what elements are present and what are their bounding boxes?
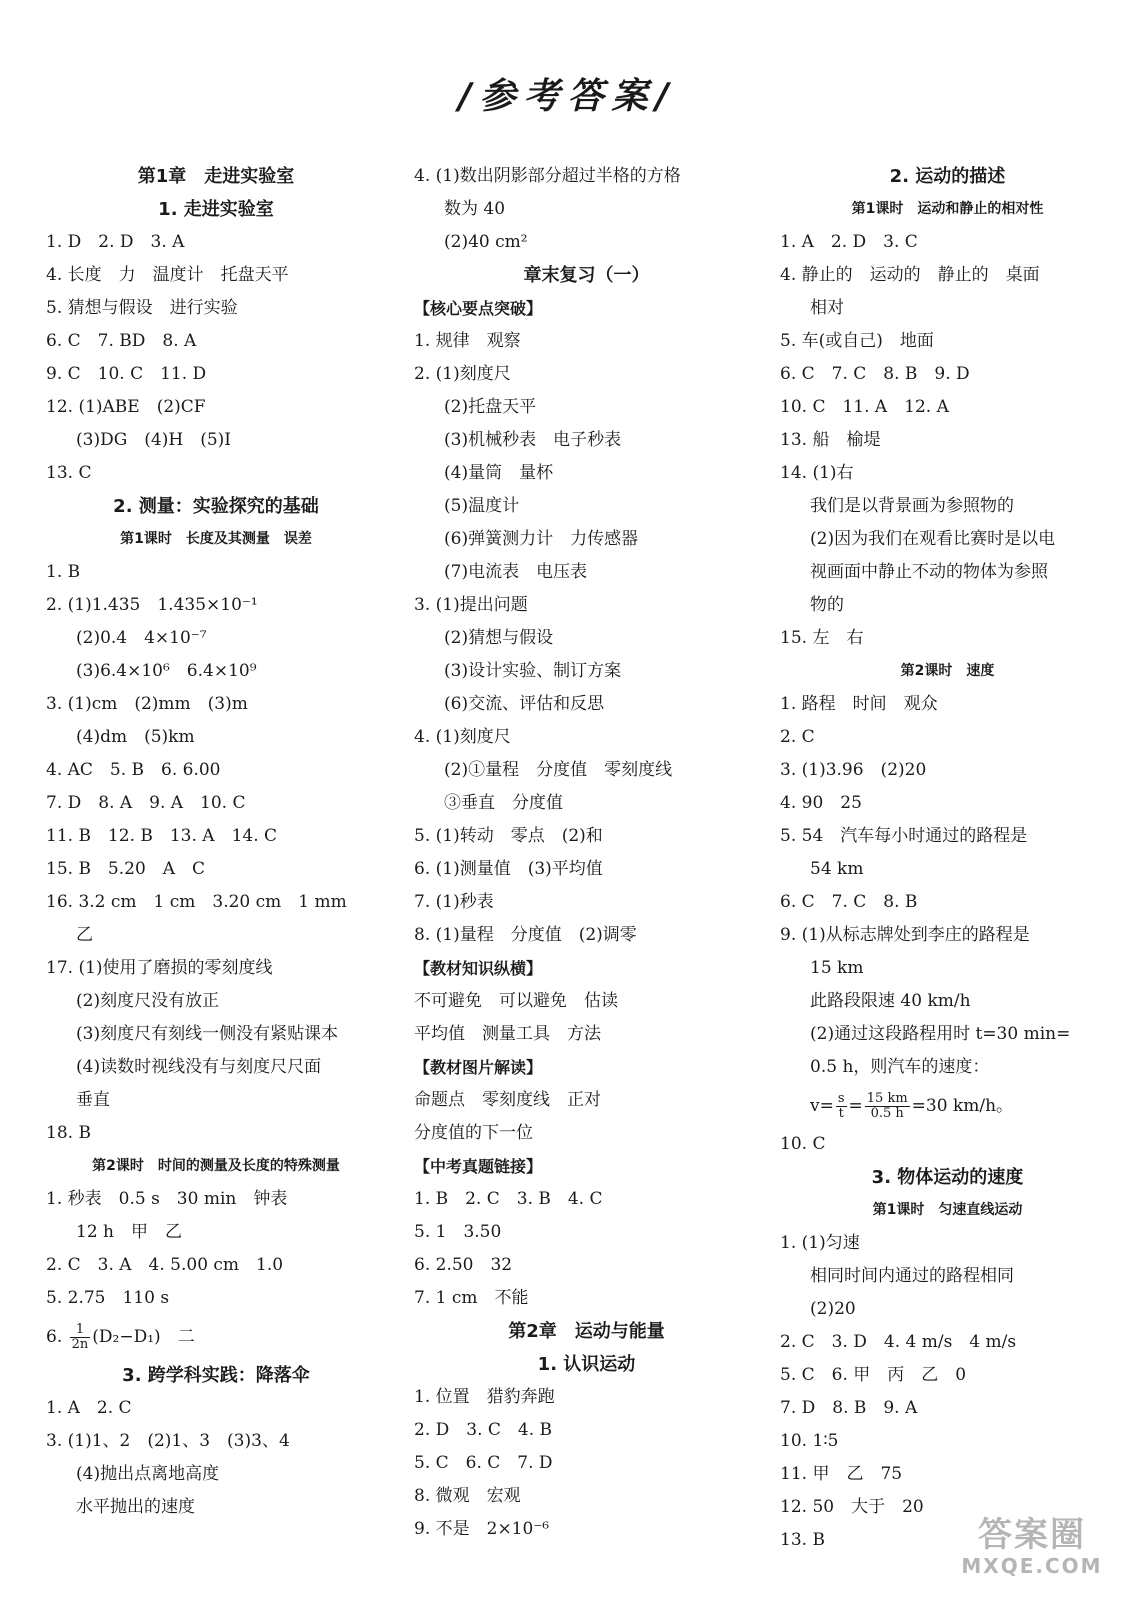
answer-line: 2. D 3. C 4. B: [414, 1420, 553, 1440]
answer-line: 命题点 零刻度线 正对: [414, 1090, 601, 1110]
answer-line: 2. C 3. D 4. 4 m/s 4 m/s: [780, 1332, 1017, 1352]
formula-suffix: (D₂−D₁) 二: [92, 1327, 195, 1347]
answer-line: 2. C: [780, 727, 815, 747]
answer-line: 18. B: [46, 1123, 91, 1143]
answer-line-continued: 0.5 h，则汽车的速度：: [810, 1057, 990, 1077]
answer-line: 5. 猜想与假设 进行实验: [46, 298, 238, 318]
answer-line: 4. (1)刻度尺: [414, 727, 511, 747]
fraction: [836, 1092, 847, 1121]
answer-line-continued: (3)DG (4)H (5)I: [76, 430, 231, 450]
section-heading: 章末复习（一）: [523, 265, 650, 286]
answer-line: 13. C: [46, 463, 92, 483]
answer-line-continued: (3)刻度尺有刻线一侧没有紧贴课本: [76, 1024, 339, 1044]
lesson-heading: 第2课时 时间的测量及长度的特殊测量: [92, 1158, 340, 1174]
answer-line: 1. D 2. D 3. A: [46, 232, 185, 252]
subsection-heading: 【教材知识纵横】: [414, 959, 543, 978]
page-title: /参考答案/: [458, 76, 677, 117]
answer-line-continued: (3)6.4×10⁶ 6.4×10⁹: [76, 661, 257, 681]
answer-line-continued: (7)电流表 电压表: [444, 562, 588, 582]
answer-line-continued: (6)弹簧测力计 力传感器: [444, 529, 639, 549]
answer-line: 1. 路程 时间 观众: [780, 694, 938, 714]
answer-line-continued: (4)抛出点离地高度: [76, 1464, 220, 1484]
fraction: [865, 1092, 910, 1121]
answer-line: 17. (1)使用了磨损的零刻度线: [46, 958, 273, 978]
answer-line: 12. 50 大于 20: [780, 1497, 924, 1517]
answer-line: 6. C 7. BD 8. A: [46, 331, 197, 351]
answer-line: 6. C 7. C 8. B: [780, 892, 918, 912]
answer-column-3: [780, 160, 1115, 1557]
formula-lhs: v=: [810, 1096, 834, 1116]
answer-line: 6. (1)测量值 (3)平均值: [414, 859, 603, 879]
answer-line: 9. C 10. C 11. D: [46, 364, 207, 384]
answer-line: 8. 微观 宏观: [414, 1486, 521, 1506]
answer-line: 10. C 11. A 12. A: [780, 397, 949, 417]
answer-line: 7. (1)秒表: [414, 892, 494, 912]
answer-line: 8. (1)量程 分度值 (2)调零: [414, 925, 637, 945]
answer-line: 6. 2.50 32: [414, 1255, 513, 1275]
answer-line: 1. 秒表 0.5 s 30 min 钟表: [46, 1189, 288, 1209]
answer-line-continued: 我们是以背景画为参照物的: [810, 496, 1014, 516]
answer-line: 1. 规律 观察: [414, 331, 521, 351]
formula-result: =30 km/h。: [911, 1096, 1014, 1116]
subsection-heading: 【中考真题链接】: [414, 1157, 543, 1176]
section-heading: 2. 测量：实验探究的基础: [113, 496, 319, 517]
answer-line: 4. 90 25: [780, 793, 862, 813]
answer-line-continued: (4)读数时视线没有与刻度尺尺面: [76, 1057, 322, 1077]
answer-line-continued: (2)通过这段路程用时 t=30 min=: [810, 1024, 1071, 1044]
answer-line-continued: (6)交流、评估和反思: [444, 694, 605, 714]
answer-line: 2. (1)1.435 1.435×10⁻¹: [46, 595, 258, 615]
answer-line: 7. D 8. B 9. A: [780, 1398, 918, 1418]
lesson-heading: 第2课时 速度: [900, 663, 995, 679]
answer-column-1: [46, 160, 386, 1524]
answer-line-continued: 相对: [810, 298, 844, 318]
answer-line: 2. (1)刻度尺: [414, 364, 511, 384]
answer-line-continued: 垂直: [76, 1090, 110, 1110]
section-heading: 1. 走进实验室: [158, 199, 274, 220]
section-heading: 3. 跨学科实践：降落伞: [122, 1365, 310, 1386]
answer-line-continued: (4)dm (5)km: [76, 727, 195, 747]
fraction-denominator: 2n: [71, 1337, 89, 1352]
answer-line-continued: 视画面中静止不动的物体为参照: [810, 562, 1048, 582]
chapter-heading: 第1章 走进实验室: [137, 166, 295, 187]
answer-line: 13. B: [780, 1530, 825, 1550]
answer-line: 1. 位置 猎豹奔跑: [414, 1387, 555, 1407]
answer-line: 2. C 3. A 4. 5.00 cm 1.0: [46, 1255, 284, 1275]
answer-line: 3. (1)1、2 (2)1、3 (3)3、4: [46, 1431, 290, 1451]
answer-line-continued: (3)设计实验、制订方案: [444, 661, 622, 681]
answer-line: 6. C 7. C 8. B 9. D: [780, 364, 970, 384]
fraction-numerator: s: [837, 1091, 845, 1106]
answer-line-continued: (2)20: [810, 1299, 856, 1319]
answer-line-continued: 12 h 甲 乙: [76, 1222, 182, 1242]
answer-line-continued: 54 km: [810, 859, 864, 879]
answer-line: 分度值的下一位: [414, 1123, 533, 1143]
answer-line: 14. (1)右: [780, 463, 854, 483]
answer-line-continued: 相同时间内通过的路程相同: [810, 1266, 1014, 1286]
answer-line: 13. 船 榆堤: [780, 430, 881, 450]
answer-line: 3. (1)cm (2)mm (3)m: [46, 694, 248, 714]
answer-line: 9. (1)从标志牌处到李庄的路程是: [780, 925, 1030, 945]
answer-line: 1. A 2. C: [46, 1398, 132, 1418]
answer-line: 1. B: [46, 562, 81, 582]
answer-line-continued: (2)40 cm²: [444, 232, 528, 252]
answer-line: 平均值 测量工具 方法: [414, 1024, 601, 1044]
answer-line: 16. 3.2 cm 1 cm 3.20 cm 1 mm: [46, 892, 347, 912]
subsection-heading: 【核心要点突破】: [414, 299, 543, 318]
answer-column-2: [414, 160, 759, 1546]
section-heading: 1. 认识运动: [537, 1354, 636, 1375]
answer-line: 4. 静止的 运动的 静止的 桌面: [780, 265, 1040, 285]
answer-line-continued: (5)温度计: [444, 496, 520, 516]
answer-line-continued: 物的: [810, 595, 844, 615]
answer-line: 7. 1 cm 不能: [414, 1288, 529, 1308]
subsection-heading: 【教材图片解读】: [414, 1058, 543, 1077]
answer-line-continued: 水平抛出的速度: [76, 1497, 195, 1517]
watermark-url: MXQE.COM: [961, 1554, 1103, 1578]
answer-line: 15. B 5.20 A C: [46, 859, 206, 879]
answer-line-continued: (2)0.4 4×10⁻⁷: [76, 628, 207, 648]
answer-line: 5. 2.75 110 s: [46, 1288, 170, 1308]
answer-line-continued: (2)因为我们在观看比赛时是以电: [810, 529, 1056, 549]
answer-line-continued: (2)刻度尺没有放正: [76, 991, 220, 1011]
answer-line: 1. A 2. D 3. C: [780, 232, 918, 252]
answer-line-continued: 乙: [76, 925, 93, 945]
answer-line: 不可避免 可以避免 估读: [414, 991, 618, 1011]
answer-line-continued: (2)①量程 分度值 零刻度线: [444, 760, 673, 780]
answer-line-continued: ③垂直 分度值: [444, 793, 563, 813]
section-heading: 3. 物体运动的速度: [871, 1167, 1024, 1188]
site-watermark: [947, 1516, 1117, 1586]
answer-line-continued: (3)机械秒表 电子秒表: [444, 430, 622, 450]
watermark-logo-text: 答案圈: [978, 1515, 1086, 1555]
answer-line-continued: 数为 40: [444, 199, 506, 219]
section-heading: 2. 运动的描述: [889, 166, 1006, 187]
answer-line-continued: (2)托盘天平: [444, 397, 537, 417]
answer-line: 5. 车(或自己) 地面: [780, 331, 934, 351]
answer-line-formula: [46, 1315, 386, 1359]
answer-line: 10. 1∶5: [780, 1431, 839, 1451]
answer-line-continued: (4)量筒 量杯: [444, 463, 554, 483]
answer-line-continued: (2)猜想与假设: [444, 628, 554, 648]
answer-line: 15. 左 右: [780, 628, 864, 648]
fraction-numerator: 15 km: [866, 1091, 908, 1106]
formula-prefix: 6.: [46, 1327, 68, 1347]
answer-line: 5. C 6. 甲 丙 乙 0: [780, 1365, 967, 1385]
fraction: [70, 1323, 91, 1352]
answer-line-continued: 15 km: [810, 958, 864, 978]
chapter-heading: 第2章 运动与能量: [508, 1321, 665, 1342]
answer-line: 7. D 8. A 9. A 10. C: [46, 793, 246, 813]
answer-line: 12. (1)ABE (2)CF: [46, 397, 206, 417]
lesson-heading: 第1课时 匀速直线运动: [872, 1202, 1023, 1218]
fraction-denominator: t: [838, 1106, 844, 1121]
velocity-formula: [780, 1084, 1115, 1128]
answer-line: 5. 54 汽车每小时通过的路程是: [780, 826, 1028, 846]
answer-line: 1. B 2. C 3. B 4. C: [414, 1189, 603, 1209]
answer-line: 3. (1)提出问题: [414, 595, 528, 615]
lesson-heading: 第1课时 运动和静止的相对性: [851, 201, 1044, 217]
answer-line: 4. AC 5. B 6. 6.00: [46, 760, 221, 780]
lesson-heading: 第1课时 长度及其测量 误差: [120, 531, 312, 547]
answer-line: 5. C 6. C 7. D: [414, 1453, 553, 1473]
fraction-numerator: 1: [70, 1323, 91, 1338]
answer-line: 10. C: [780, 1134, 826, 1154]
answer-line: 4. (1)数出阴影部分超过半格的方格: [414, 166, 681, 186]
answer-line: 5. (1)转动 零点 (2)和: [414, 826, 603, 846]
answer-line: 5. 1 3.50: [414, 1222, 502, 1242]
formula-equals: =: [848, 1096, 863, 1116]
answer-line-continued: 此路段限速 40 km/h: [810, 991, 971, 1011]
answer-line: 3. (1)3.96 (2)20: [780, 760, 927, 780]
answer-line: 9. 不是 2×10⁻⁶: [414, 1519, 550, 1539]
answer-line: 11. 甲 乙 75: [780, 1464, 903, 1484]
answer-line: 4. 长度 力 温度计 托盘天平: [46, 265, 289, 285]
answer-line: 11. B 12. B 13. A 14. C: [46, 826, 278, 846]
fraction-denominator: 0.5 h: [870, 1106, 904, 1121]
answer-line: 1. (1)匀速: [780, 1233, 860, 1253]
